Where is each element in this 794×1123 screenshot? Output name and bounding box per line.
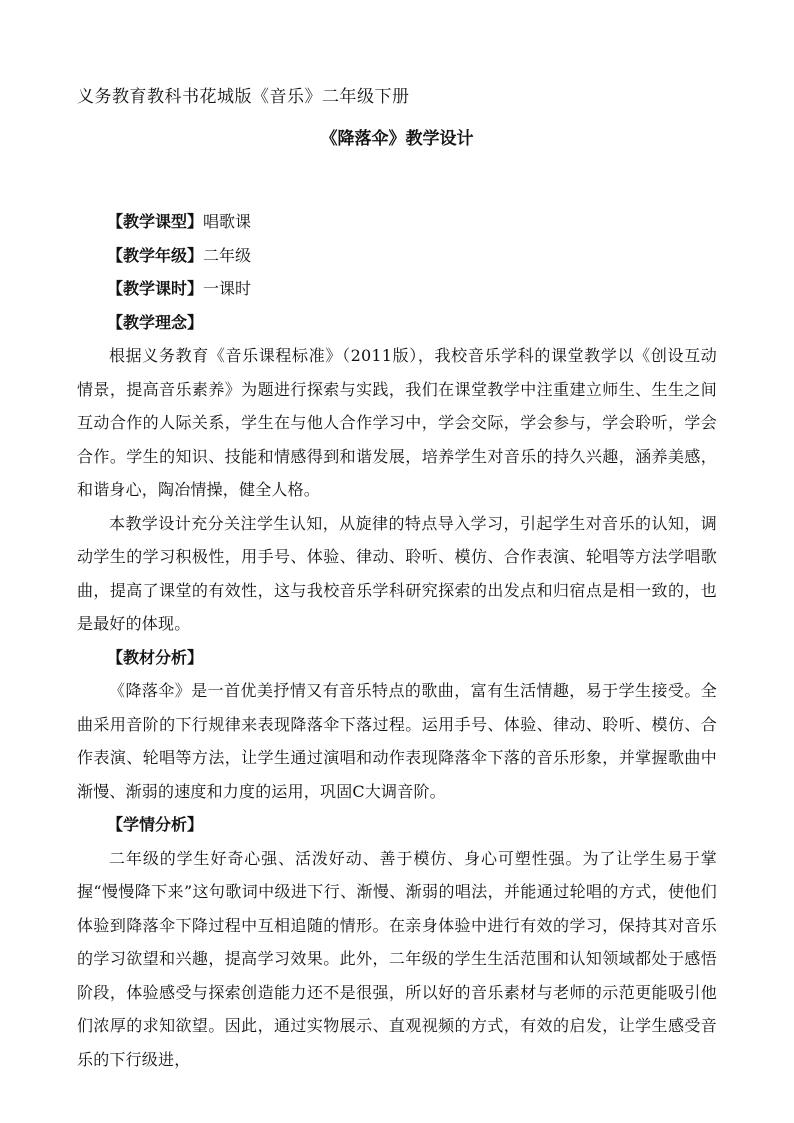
section-heading-students: 【学情分析】 xyxy=(107,815,204,834)
meta-key: 【教学年级】 xyxy=(107,245,204,265)
paragraph-philosophy-1: 根据义务教育《音乐课程标准》（2011版），我校音乐学科的课堂教学以《创设互动情景，提高音乐素养》为题进行探索与实践，我们在课堂教学中注重建立师生、生生之间互动合作的人际关系，学生在与他人合作学习中，学会交际，学会参与，学会聆听，学会合作。学生的知识、技能和情感得到和谐发展，培养学生对音乐的持久兴趣，涵养美感，和谐身心，陶冶情操，健全人格。 xyxy=(77,346,717,499)
document-subtitle: 义务教育教科书花城版《音乐》二年级下册 xyxy=(77,87,410,107)
meta-row-lesson-type xyxy=(77,205,717,239)
document-body xyxy=(77,205,717,1076)
paragraph-students-1: 二年级的学生好奇心强、活泼好动、善于模仿、身心可塑性强。为了让学生易于掌握“慢慢降下来”这句歌词中级进下行、渐慢、渐弱的唱法，并能通过轮唱的方式，使他们体验到降落伞下降过程中互相追随的情形。在亲身体验中进行有效的学习，保持其对音乐的学习欲望和兴趣，提高学习效果。此外，二年级的学生生活范围和认知领域都处于感悟阶段，体验感受与探索创造能力还不是很强，所以好的音乐素材与老师的示范更能吸引他们浓厚的求知欲望。因此，通过实物展示、直观视频的方式，有效的启发，让学生感受音乐的下行级进， xyxy=(77,848,717,1069)
meta-key: 【教学课型】 xyxy=(107,212,204,231)
meta-value: 唱歌课 xyxy=(203,212,252,231)
section-heading-material: 【教材分析】 xyxy=(107,647,204,667)
section-heading-philosophy: 【教学理念】 xyxy=(107,312,204,332)
paragraph-philosophy-2: 本教学设计充分关注学生认知，从旋律的特点导入学习，引起学生对音乐的认知，调动学生的学习积极性，用手号、体验、律动、聆听、模仿、合作表演、轮唱等方法学唱歌曲，提高了课堂的有效性，这与我校音乐学科研究探索的出发点和归宿点是相一致的，也是最好的体现。 xyxy=(77,513,717,633)
meta-row-periods xyxy=(77,272,717,306)
meta-value: 一课时 xyxy=(203,279,252,298)
meta-value: 二年级 xyxy=(203,245,252,265)
paragraph-material-1: 《降落伞》是一首优美抒情又有音乐特点的歌曲，富有生活情趣，易于学生接受。全曲采用音阶的下行规律来表现降落伞下落过程。运用手号、体验、律动、聆听、模仿、合作表演、轮唱等方法，让学生通过演唱和动作表现降落伞下落的音乐形象，并掌握歌曲中渐慢、渐弱的速度和力度的运用，巩固C大调音阶。 xyxy=(77,681,717,801)
meta-key: 【教学课时】 xyxy=(107,279,204,298)
document-title: 《降落伞》教学设计 xyxy=(320,129,474,149)
meta-row-grade xyxy=(77,239,717,273)
